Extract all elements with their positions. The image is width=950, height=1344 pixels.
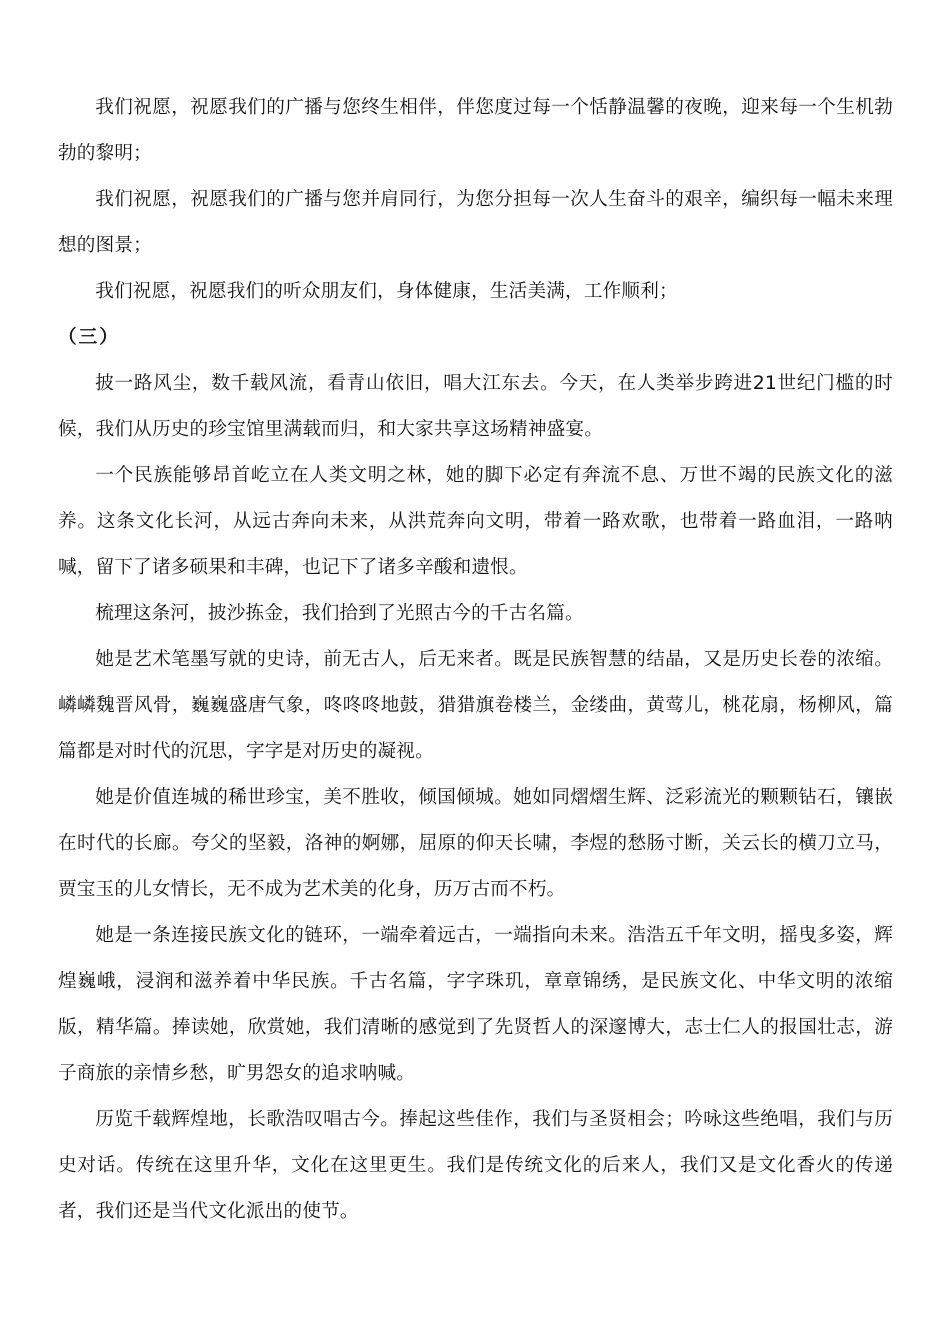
paragraph: 她是艺术笔墨写就的史诗，前无古人，后无来者。既是民族智慧的结晶，又是历史长卷的浓缩。嶙嶙魏晋风骨，巍巍盛唐气象，咚咚咚地鼓，猎猎旗卷楼兰，金缕曲，黄莺儿，桃花扇，杨柳风，篇篇都是对时代的沉思，字字是对历史的凝视。 (58, 649, 893, 762)
paragraph: 她是价值连城的稀世珍宝，美不胜收，倾国倾城。她如同熠熠生辉、泛彩流光的颗颗钻石，镶嵌在时代的长廊。夸父的坚毅，洛神的婀娜，屈原的仰天长啸，李煜的愁肠寸断，关云长的横刀立马，贾宝玉的儿女情长，无不成为艺术美的化身，历万古而不朽。 (58, 787, 893, 900)
paragraph: 披一路风尘，数千载风流，看青山依旧，唱大江东去。今天，在人类举步跨进21世纪门槛的时候，我们从历史的珍宝馆里满载而归，和大家共享这场精神盛宴。 (58, 373, 893, 440)
paragraph: 历览千载辉煌地，长歌浩叹唱古今。捧起这些佳作，我们与圣贤相会；吟咏这些绝唱，我们与历史对话。传统在这里升华，文化在这里更生。我们是传统文化的后来人，我们又是文化香火的传递者，我们还是当代文化派出的使节。 (58, 1109, 893, 1222)
paragraph: 一个民族能够昂首屹立在人类文明之林，她的脚下必定有奔流不息、万世不竭的民族文化的滋养。这条文化长河，从远古奔向未来，从洪荒奔向文明，带着一路欢歌，也带着一路血泪，一路呐喊，留下了诸多硕果和丰碑，也记下了诸多辛酸和遗恨。 (58, 465, 893, 578)
paragraph: 我们祝愿，祝愿我们的广播与您终生相伴，伴您度过每一个恬静温馨的夜晚，迎来每一个生机勃勃的黎明； (58, 97, 893, 164)
paragraph: 她是一条连接民族文化的链环，一端牵着远古，一端指向未来。浩浩五千年文明，摇曳多姿，辉煌巍峨，浸润和滋养着中华民族。千古名篇，字字珠玑，章章锦绣，是民族文化、中华文明的浓缩版，精华篇。捧读她，欣赏她，我们清晰的感觉到了先贤哲人的深邃博大，志士仁人的报国壮志，游子商旅的亲情乡愁，旷男怨女的追求呐喊。 (58, 925, 893, 1084)
section-heading: （三） (58, 327, 120, 348)
paragraph: 我们祝愿，祝愿我们的听众朋友们，身体健康，生活美满，工作顺利； (95, 281, 678, 302)
paragraph: 梳理这条河，披沙拣金，我们拾到了光照古今的千古名篇。 (95, 603, 584, 624)
document-page (58, 85, 893, 1235)
paragraph: 我们祝愿，祝愿我们的广播与您并肩同行，为您分担每一次人生奋斗的艰辛，编织每一幅未来理想的图景； (58, 189, 893, 256)
